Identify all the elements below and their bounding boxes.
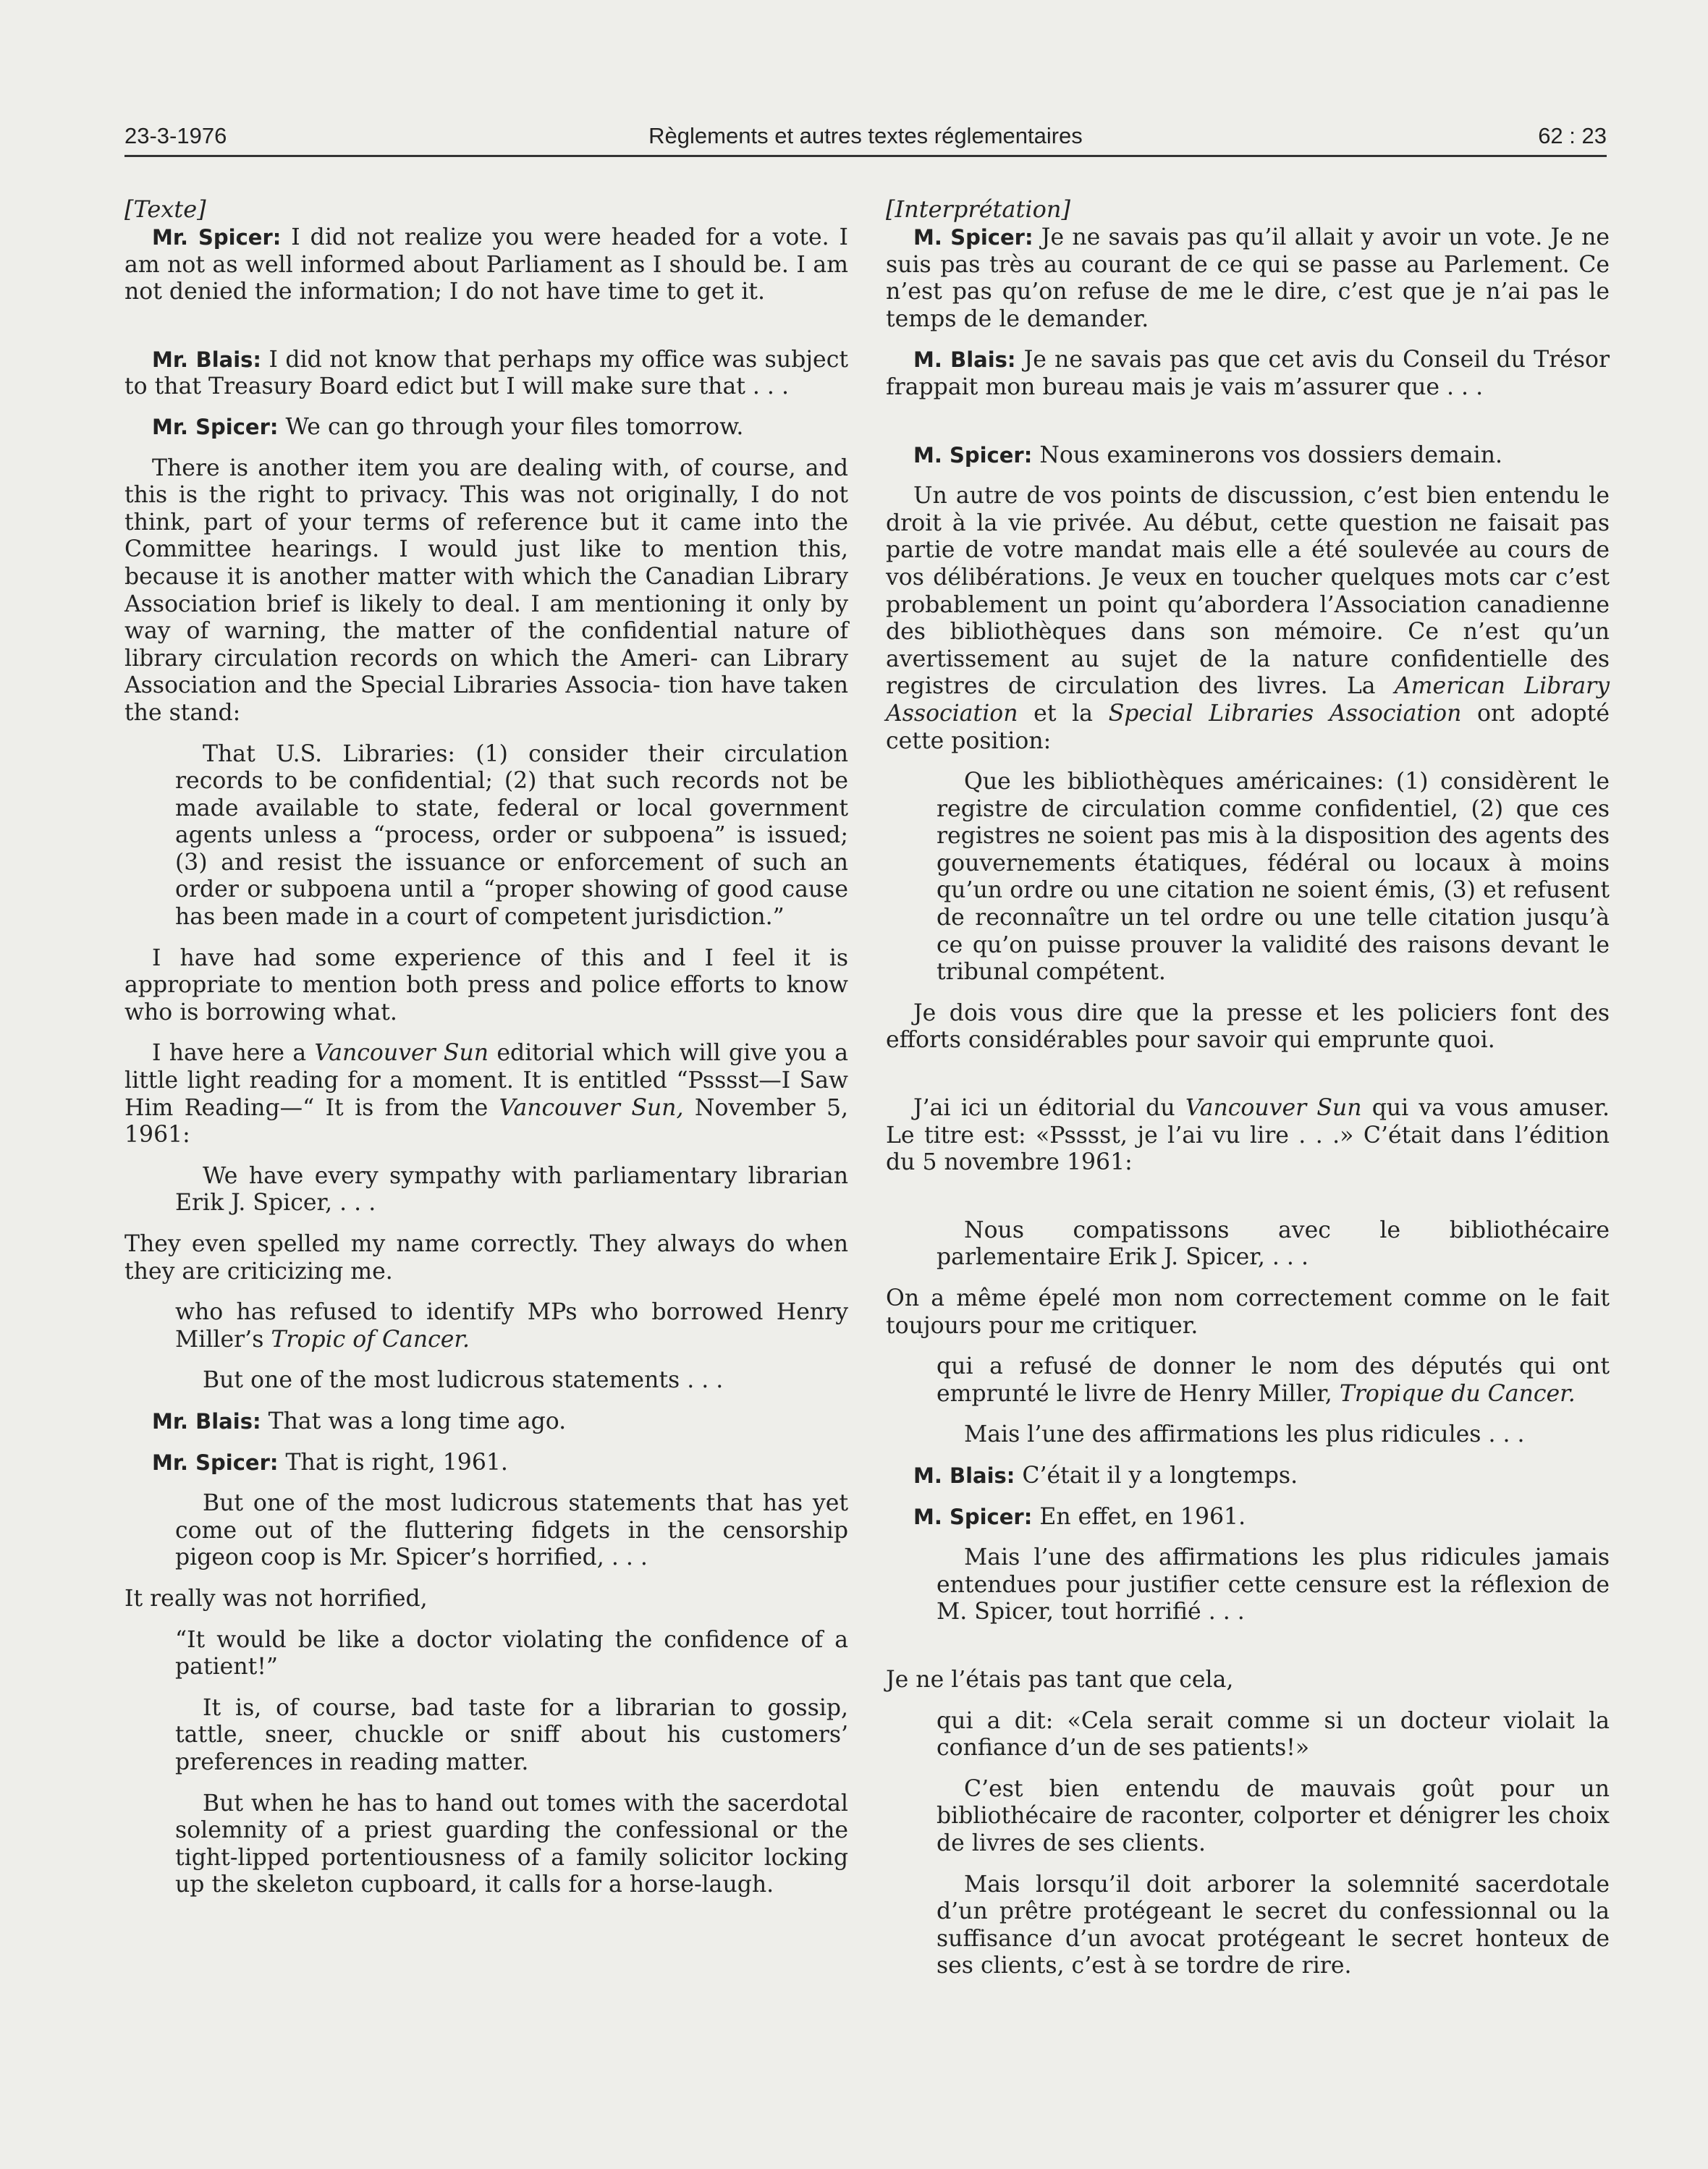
speaker-label: Mr. Spicer: (152, 414, 279, 439)
header-date: 23-3-1976 (124, 123, 227, 148)
paragraph-press-police: I have had some experience of this and I feel it is appropriate to mention both press and police efforts to know who is borrowing what. (124, 944, 848, 1026)
quote-ludicrous-long-fr: Mais l’une des affirmations les plus ridicules jamais entendues pour justifier cette censure est la réflexion de M. Spicer, tout horrifié . . . (937, 1544, 1610, 1625)
paragraph-right-to-privacy: There is another item you are dealing with, of course, and this is the right to privacy. This was not originally, I do not think, part of your terms of reference but it came into the Committee hearings. I would just like to mention this, because it is another matter with which the Canadian Library Association brief is likely to deal. I am mentioning it only by way of warning, the matter of the confidential nature of library circulation records on which the Ameri- can Library Association and the Special Libraries Associa- tion have taken the stand: (124, 454, 849, 726)
quote-horse-laugh: But when he has to hand out tomes with the sacerdotal solemnity of a priest guarding the confessional or the tight-lipped portentiousness of a family solicitor locking up the skeleton cupboard, it calls for a horse-laugh. (175, 1790, 848, 1898)
speaker-label: Mr. Spicer: (152, 225, 282, 250)
quote-doctor-fr: qui a dit: «Cela serait comme si un docteur violait la confiance d’un de ses patients!» (937, 1707, 1610, 1762)
speaker-label: M. Spicer: (913, 225, 1033, 250)
paragraph-spicer-1961-fr: M. Spicer: En effet, en 1961. (913, 1503, 1246, 1530)
paragraph-press-police-fr: Je dois vous dire que la presse et les policiers font des efforts considérables pour savoir qui emprunte quoi. (886, 999, 1610, 1054)
paragraph-blais-edict: Mr. Blais: I did not know that perhaps my office was subject to that Treasury Board edict but I will make sure that . . . (124, 346, 848, 400)
quote-bad-taste: It is, of course, bad taste for a librarian to gossip, tattle, sneer, chuckle or sniff about his customers’ preferences in reading matter. (175, 1694, 848, 1775)
quote-sympathy-fr: Nous compatissons avec le bibliothécaire parlementaire Erik J. Spicer, . . . (937, 1217, 1610, 1271)
running-header (124, 109, 1607, 157)
quote-us-libraries: That U.S. Libraries: (1) consider their circulation records to be confidential; (2) that such records not be made available to state, federal or local government agents unless a “process, order or subpoena” is issued; (3) and resist the issuance or enforcement of such an order or subpoena until a “proper showing of good cause has been made in a court of competent jurisdiction.” (175, 740, 848, 931)
paragraph-spicer-1961: Mr. Spicer: That is right, 1961. (152, 1449, 508, 1476)
quote-doctor: “It would be like a doctor violating the confidence of a patient!” (175, 1626, 848, 1680)
paragraph-right-to-privacy-fr: Un autre de vos points de discussion, c’est bien entendu le droit à la vie privée. Au début, cette question ne faisait pas partie de votre mandat mais elle a été soulevée au cours de vos délibérations. Je veux en toucher quelques mots car c’est probablement un point qu’abordera l’Association canadienne des bibliothèques dans son mémoire. Ce n’est qu’un avertissement au sujet de la nature confidentielle des registres de circulation des livres. La American Library Association et la Special Libraries Association ont adopté cette position: (886, 483, 1610, 754)
speaker-label: M. Spicer: (913, 442, 1033, 468)
paragraph-spicer-vote: Mr. Spicer: I did not realize you were headed for a vote. I am not as well informed about Parliament as I should be. I am not denied the information; I do not have time to get it. (124, 224, 849, 305)
paragraph-blais-long-ago: Mr. Blais: That was a long time ago. (152, 1408, 567, 1434)
paragraph-spicer-files-fr: M. Spicer: Nous examinerons vos dossiers demain. (913, 441, 1503, 468)
paragraph-vancouver-sun-fr: J’ai ici un éditorial du Vancouver Sun qui va vous amuser. Le titre est: «Psssst, je l’ai vu lire . . .» C’était dans l’édition du 5 novembre 1961: (886, 1095, 1610, 1176)
quote-us-libraries-fr: Que les bibliothèques américaines: (1) considèrent le registre de circulation comme confidentiel, (2) que ces registres ne soient pas mis à la disposition des agents des gouvernements étatiques, fédéral ou locaux à moins qu’un ordre ou une citation ne soient émis, (3) et refusent de reconnaître un tel ordre ou une telle citation jusqu’à ce qu’on puisse prouver la validité des raisons devant le tribunal compétent. (937, 769, 1610, 986)
section-label-interpretation: [Interprétation] (886, 195, 1070, 223)
section-label-texte: [Texte] (124, 195, 206, 223)
paragraph-spelled-name: They even spelled my name correctly. They always do when they are criticizing me. (124, 1231, 848, 1285)
paragraph-spicer-vote-fr: M. Spicer: Je ne savais pas qu’il allait y avoir un vote. Je ne suis pas très au courant de ce qui se passe au Parlement. Ce n’est pas qu’on refuse de me le dire, c’est que je n’ai pas le temps de le demander. (886, 224, 1610, 332)
header-page-number: 62 : 23 (1538, 123, 1607, 148)
paragraph-not-horrified: It really was not horrified, (124, 1585, 428, 1612)
paragraph-blais-edict-fr: M. Blais: Je ne savais pas que cet avis du Conseil du Trésor frappait mon bureau mais je vais m’assurer que . . . (886, 347, 1610, 400)
paragraph-spelled-name-fr: On a même épelé mon nom correctement comme on le fait toujours pour me critiquer. (886, 1285, 1610, 1339)
quote-sympathy: We have every sympathy with parliamentary librarian Erik J. Spicer, . . . (175, 1162, 848, 1217)
quote-horse-laugh-fr: Mais lorsqu’il doit arborer la solemnité sacerdotale d’un prêtre protégeant le secret du confessionnal ou la suffisance d’un avocat protégeant le secret honteux de ses clients, c’est à se tordre de rire. (937, 1871, 1610, 1979)
speaker-label: M. Spicer: (913, 1504, 1033, 1529)
quote-bad-taste-fr: C’est bien entendu de mauvais goût pour un bibliothécaire de raconter, colporter et dénigrer les choix de livres de ses clients. (937, 1775, 1610, 1856)
quote-refused-identify-fr: qui a refusé de donner le nom des députés qui ont emprunté le livre de Henry Miller, Tropique du Cancer. (937, 1353, 1610, 1407)
quote-refused-identify: who has refused to identify MPs who borrowed Henry Miller’s Tropic of Cancer. (175, 1299, 848, 1353)
paragraph-blais-long-ago-fr: M. Blais: C’était il y a longtemps. (913, 1462, 1298, 1489)
quote-ludicrous-short-fr: Mais l’une des affirmations les plus ridicules . . . (964, 1421, 1525, 1448)
paragraph-spicer-files: Mr. Spicer: We can go through your files tomorrow. (152, 413, 744, 440)
speaker-label: Mr. Blais: (152, 347, 262, 372)
paragraph-not-horrified-fr: Je ne l’étais pas tant que cela, (886, 1666, 1234, 1693)
speaker-label: M. Blais: (913, 1463, 1015, 1488)
paragraph-vancouver-sun: I have here a Vancouver Sun editorial which will give you a little light reading for a moment. It is entitled “Psssst—I Saw Him Reading—“ It is from the Vancouver Sun, November 5, 1961: (124, 1040, 849, 1149)
column-english (124, 195, 848, 1899)
quote-ludicrous-short: But one of the most ludicrous statements . . . (203, 1367, 724, 1394)
quote-ludicrous-long: But one of the most ludicrous statements that has yet come out of the fluttering fidgets in the censorship pigeon coop is Mr. Spicer’s horrified, . . . (175, 1490, 848, 1571)
speaker-label: M. Blais: (913, 347, 1016, 373)
speaker-label: Mr. Spicer: (152, 1450, 279, 1475)
header-title: Règlements et autres textes réglementaires (648, 123, 1083, 148)
speaker-label: Mr. Blais: (152, 1408, 261, 1434)
column-french (886, 195, 1610, 1980)
